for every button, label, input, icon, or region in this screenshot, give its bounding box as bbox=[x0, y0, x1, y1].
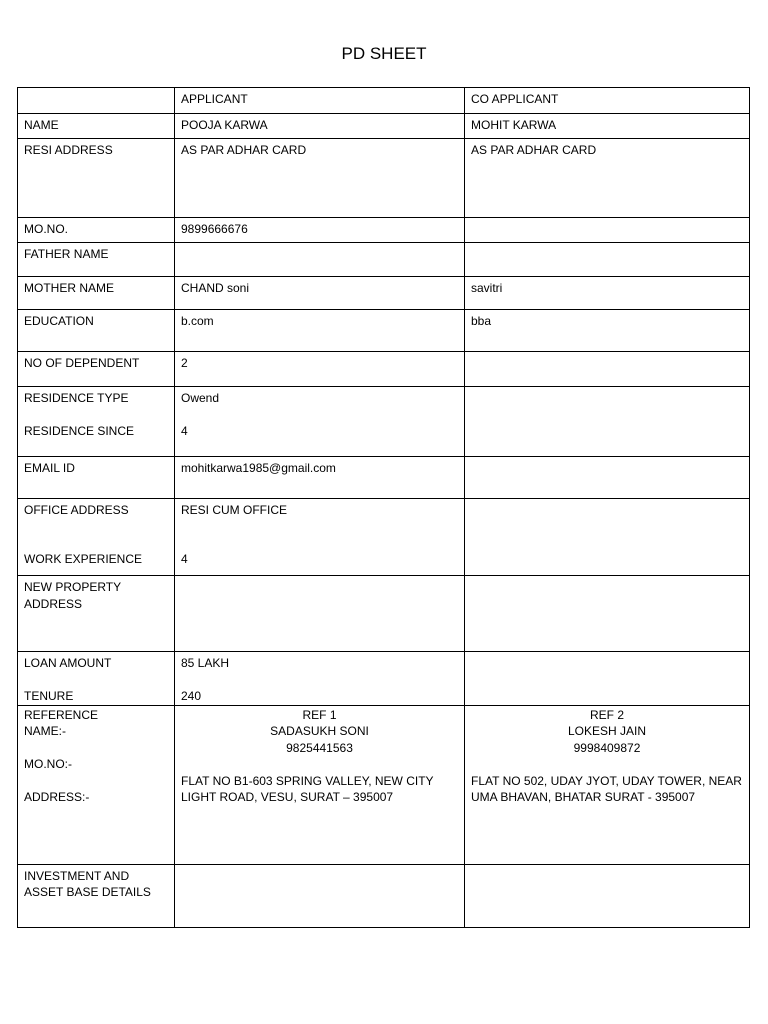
office-address-label: OFFICE ADDRESS bbox=[24, 503, 129, 517]
applicant-value bbox=[175, 652, 465, 706]
applicant-value bbox=[175, 864, 465, 927]
residence-type-value: Owend bbox=[181, 391, 220, 405]
applicant-value: 9899666676 bbox=[175, 218, 465, 243]
co-applicant-value: AS PAR ADHAR CARD bbox=[465, 139, 750, 218]
row-email bbox=[18, 457, 750, 499]
header-label-cell bbox=[18, 88, 175, 114]
co-applicant-value bbox=[465, 457, 750, 499]
row-label: EMAIL ID bbox=[18, 457, 175, 499]
co-applicant-value bbox=[465, 352, 750, 387]
co-applicant-value: savitri bbox=[465, 277, 750, 310]
reference-1-name: SADASUKH SONI bbox=[270, 724, 369, 738]
reference-label: REFERENCE bbox=[24, 707, 99, 722]
row-label: RESI ADDRESS bbox=[18, 139, 175, 218]
row-reference bbox=[18, 705, 750, 864]
row-dependents bbox=[18, 352, 750, 387]
applicant-value: b.com bbox=[175, 310, 465, 352]
row-label: FATHER NAME bbox=[18, 243, 175, 277]
row-label bbox=[18, 576, 175, 652]
row-label bbox=[18, 864, 175, 927]
reference-name-label: NAME:- bbox=[24, 724, 66, 738]
co-applicant-value: MOHIT KARWA bbox=[465, 114, 750, 139]
residence-type-label: RESIDENCE TYPE bbox=[24, 391, 129, 405]
reference-2-address: FLAT NO 502, UDAY JYOT, UDAY TOWER, NEAR UMA BHAVAN, BHATAR SURAT - 395007 bbox=[471, 773, 742, 804]
new-property-label-line1: NEW PROPERTY bbox=[24, 580, 122, 594]
row-resi-address bbox=[18, 139, 750, 218]
row-mobile bbox=[18, 218, 750, 243]
header-co-applicant: CO APPLICANT bbox=[465, 88, 750, 114]
applicant-value: mohitkarwa1985@gmail.com bbox=[175, 457, 465, 499]
work-experience-label: WORK EXPERIENCE bbox=[24, 551, 143, 566]
reference-2-cell bbox=[465, 705, 750, 864]
reference-2-mobile: 9998409872 bbox=[573, 740, 641, 755]
residence-since-value: 4 bbox=[181, 424, 188, 438]
pd-sheet-table bbox=[17, 87, 750, 928]
investment-label-line2: ASSET BASE DETAILS bbox=[24, 885, 151, 899]
new-property-label-line2: ADDRESS bbox=[24, 596, 83, 611]
row-label bbox=[18, 705, 175, 864]
co-applicant-value bbox=[465, 576, 750, 652]
reference-1-mobile: 9825441563 bbox=[286, 740, 353, 755]
reference-1-cell bbox=[175, 705, 465, 864]
co-applicant-value bbox=[465, 652, 750, 706]
row-label bbox=[18, 499, 175, 576]
reference-1-heading: REF 1 bbox=[302, 707, 337, 722]
co-applicant-value: bba bbox=[465, 310, 750, 352]
residence-since-label: RESIDENCE SINCE bbox=[24, 424, 135, 438]
applicant-value: AS PAR ADHAR CARD bbox=[175, 139, 465, 218]
row-label bbox=[18, 652, 175, 706]
co-applicant-value bbox=[465, 218, 750, 243]
reference-2-heading: REF 2 bbox=[589, 707, 624, 722]
loan-amount-value: 85 LAKH bbox=[181, 656, 230, 670]
row-residence bbox=[18, 387, 750, 457]
tenure-label: TENURE bbox=[24, 689, 74, 703]
row-label: NAME bbox=[18, 114, 175, 139]
applicant-value: 2 bbox=[175, 352, 465, 387]
reference-address-label: ADDRESS:- bbox=[24, 790, 90, 804]
row-label bbox=[18, 387, 175, 457]
row-label: NO OF DEPENDENT bbox=[18, 352, 175, 387]
row-office bbox=[18, 499, 750, 576]
co-applicant-value bbox=[465, 243, 750, 277]
co-applicant-value bbox=[465, 499, 750, 576]
applicant-value bbox=[175, 243, 465, 277]
applicant-value bbox=[175, 387, 465, 457]
applicant-value: CHAND soni bbox=[175, 277, 465, 310]
work-experience-value: 4 bbox=[181, 551, 188, 566]
row-father-name bbox=[18, 243, 750, 277]
tenure-value: 240 bbox=[181, 689, 202, 703]
row-label: MOTHER NAME bbox=[18, 277, 175, 310]
row-new-property bbox=[18, 576, 750, 652]
row-name bbox=[18, 114, 750, 139]
office-address-value: RESI CUM OFFICE bbox=[181, 503, 288, 517]
co-applicant-value bbox=[465, 864, 750, 927]
row-education bbox=[18, 310, 750, 352]
row-label: MO.NO. bbox=[18, 218, 175, 243]
investment-label-line1: INVESTMENT AND bbox=[24, 868, 130, 883]
table-header-row bbox=[18, 88, 750, 114]
applicant-value bbox=[175, 499, 465, 576]
row-mother-name bbox=[18, 277, 750, 310]
applicant-value: POOJA KARWA bbox=[175, 114, 465, 139]
row-loan bbox=[18, 652, 750, 706]
reference-2-name: LOKESH JAIN bbox=[567, 724, 647, 738]
co-applicant-value bbox=[465, 387, 750, 457]
page-title: PD SHEET bbox=[341, 44, 427, 63]
row-label: EDUCATION bbox=[18, 310, 175, 352]
reference-mobile-label: MO.NO:- bbox=[24, 757, 72, 771]
row-investment bbox=[18, 864, 750, 927]
loan-amount-label: LOAN AMOUNT bbox=[24, 656, 112, 670]
reference-1-address: FLAT NO B1-603 SPRING VALLEY, NEW CITY LIGHT ROAD, VESU, SURAT – 395007 bbox=[181, 773, 434, 804]
applicant-value bbox=[175, 576, 465, 652]
header-applicant: APPLICANT bbox=[175, 88, 465, 114]
